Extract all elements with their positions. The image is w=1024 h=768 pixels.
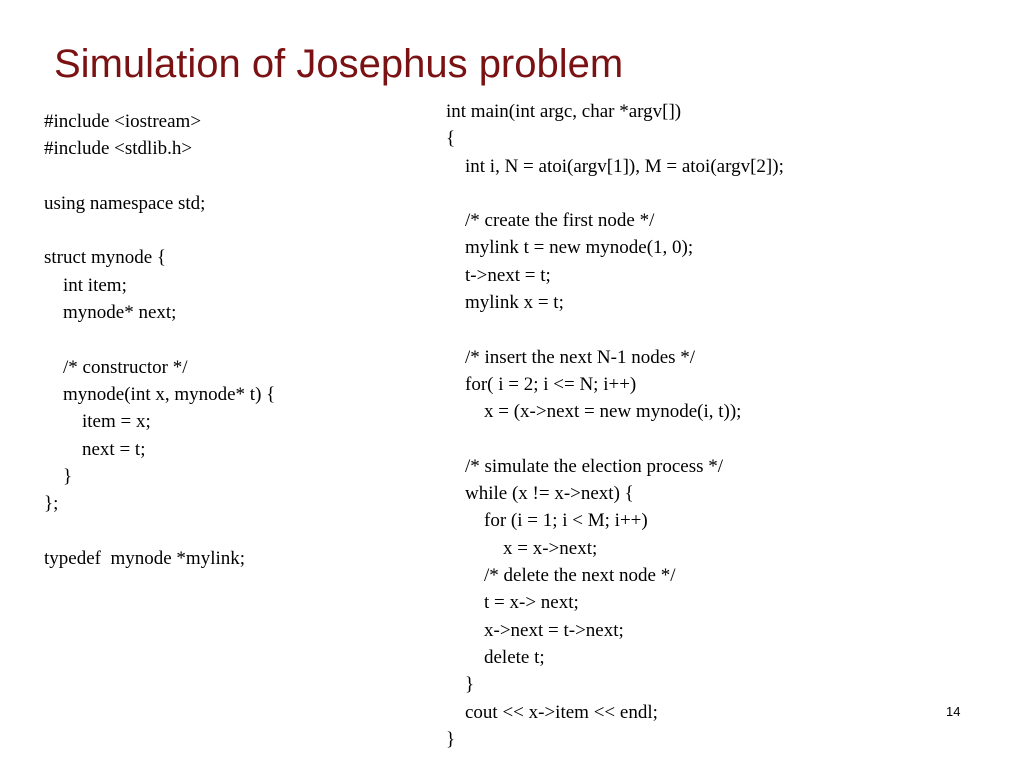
code-line: cout << x->item << endl;: [446, 701, 658, 723]
code-line: mylink t = new mynode(1, 0);: [446, 237, 694, 259]
code-line: }: [44, 465, 73, 487]
code-line: /* simulate the election process */: [446, 455, 724, 477]
code-line: mynode(int x, mynode* t) {: [44, 383, 276, 405]
code-line: [446, 316, 784, 343]
code-line: for (i = 1; i < M; i++): [446, 510, 648, 532]
code-line: #include <iostream>: [44, 111, 202, 132]
code-line: };: [44, 493, 59, 515]
code-line: /* constructor */: [44, 356, 188, 378]
code-line: typedef mynode *mylink;: [44, 547, 246, 569]
slide-title: Simulation of Josephus problem: [54, 42, 624, 86]
code-line: x = (x->next = new mynode(i, t));: [446, 401, 742, 423]
slide-number: 14: [946, 704, 961, 719]
code-line: [44, 217, 275, 244]
right-code-block: [446, 98, 784, 753]
code-line: delete t;: [446, 646, 545, 668]
code-line: x = x->next;: [446, 537, 598, 559]
code-line: [44, 163, 275, 190]
code-line: int main(int argc, char *argv[]): [446, 101, 682, 122]
code-line: }: [446, 728, 456, 750]
code-line: mynode* next;: [44, 302, 177, 324]
code-line: t->next = t;: [446, 264, 551, 286]
code-line: t = x-> next;: [446, 592, 579, 614]
code-line: [446, 180, 784, 207]
code-line: }: [446, 674, 475, 696]
code-line: #include <stdlib.h>: [44, 138, 193, 160]
code-line: for( i = 2; i <= N; i++): [446, 373, 637, 395]
left-code-block: [44, 108, 275, 572]
code-line: x->next = t->next;: [446, 619, 624, 641]
code-line: struct mynode {: [44, 247, 167, 269]
code-line: int item;: [44, 274, 127, 296]
code-line: {: [446, 128, 456, 150]
code-line: int i, N = atoi(argv[1]), M = atoi(argv[2]);: [446, 155, 784, 177]
code-line: [44, 326, 275, 353]
code-line: [44, 517, 275, 544]
code-line: /* delete the next node */: [446, 565, 676, 587]
code-line: /* create the first node */: [446, 210, 655, 232]
code-line: next = t;: [44, 438, 146, 460]
code-line: /* insert the next N-1 nodes */: [446, 346, 696, 368]
code-line: while (x != x->next) {: [446, 483, 634, 505]
code-line: using namespace std;: [44, 192, 206, 214]
code-line: item = x;: [44, 411, 151, 433]
code-line: mylink x = t;: [446, 292, 564, 314]
code-line: [446, 426, 784, 453]
